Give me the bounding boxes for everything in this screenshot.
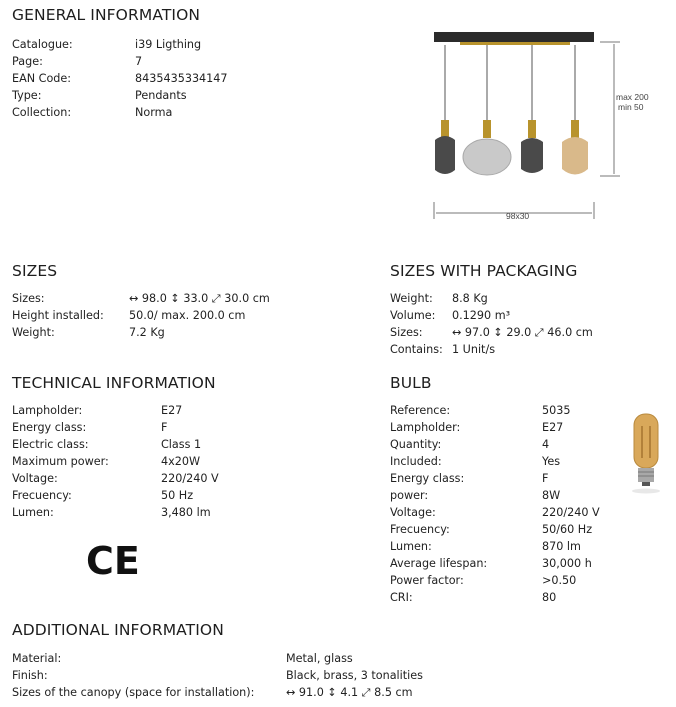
general-row	[12, 36, 312, 53]
bulb-contact	[642, 482, 650, 486]
packaging-row	[390, 307, 670, 324]
bulb-label: Included:	[390, 455, 442, 468]
additional-value: Black, brass, 3 tonalities	[286, 669, 423, 682]
bulb-glass	[634, 414, 658, 468]
bulb-value: 5035	[542, 404, 571, 417]
sizes-label: Height installed:	[12, 309, 104, 322]
bulb-row	[390, 470, 630, 487]
general-value: 7	[135, 55, 143, 68]
additional-label: Material:	[12, 652, 62, 665]
general-label: Catalogue:	[12, 38, 73, 51]
packaging-label: Weight:	[390, 292, 433, 305]
technical-row	[12, 419, 312, 436]
technical-value: 50 Hz	[161, 489, 194, 502]
general-row	[12, 53, 312, 70]
packaging-label: Sizes:	[390, 326, 423, 339]
lamp-holder	[441, 120, 449, 138]
bulb-label: Lumen:	[390, 540, 432, 553]
technical-row	[12, 453, 312, 470]
height-max-label: max 200	[616, 92, 649, 102]
bulb-label: Lampholder:	[390, 421, 461, 434]
technical-label: Frecuency:	[12, 489, 72, 502]
technical-row	[12, 470, 312, 487]
amber-glass-shade	[562, 137, 588, 175]
bulb-value: >0.50	[542, 574, 577, 587]
bulb-value: F	[542, 472, 549, 485]
bulb-row	[390, 555, 630, 572]
general-value: Pendants	[135, 89, 187, 102]
technical-label: Lampholder:	[12, 404, 83, 417]
width-label: 98x30	[506, 211, 530, 221]
additional-value: ↔ 91.0 ↕ 4.1 ⤢ 8.5 cm	[286, 686, 413, 699]
smoke-glass-shade	[435, 136, 455, 174]
additional-row	[12, 684, 612, 701]
technical-value: E27	[161, 404, 183, 417]
general-label: Collection:	[12, 106, 72, 119]
technical-table	[12, 402, 312, 521]
height-min-label: min 50	[618, 102, 644, 112]
smoke-glass-shade	[521, 138, 543, 173]
technical-value: Class 1	[161, 438, 202, 451]
bulb-row	[390, 538, 630, 555]
bulb-row	[390, 572, 630, 589]
bulb-label: Power factor:	[390, 574, 464, 587]
bulb-heading: BULB	[390, 374, 432, 392]
bulb-value: E27	[542, 421, 564, 434]
general-value: Norma	[135, 106, 173, 119]
bulb-value: 8W	[542, 489, 561, 502]
bulb-value: 220/240 V	[542, 506, 600, 519]
technical-label: Maximum power:	[12, 455, 109, 468]
technical-row	[12, 504, 312, 521]
bulb-row	[390, 589, 630, 606]
ce-mark-icon	[86, 539, 140, 583]
technical-value: 4x20W	[161, 455, 201, 468]
bulb-value: 4	[542, 438, 550, 451]
packaging-label: Volume:	[390, 309, 436, 322]
bulb-image	[626, 412, 666, 494]
bulb-value: 30,000 h	[542, 557, 592, 570]
sizes-table	[12, 290, 352, 341]
sizes-row	[12, 290, 352, 307]
technical-row	[12, 402, 312, 419]
technical-label: Energy class:	[12, 421, 87, 434]
bulb-value: 80	[542, 591, 557, 604]
bulb-row	[390, 521, 630, 538]
technical-label: Electric class:	[12, 438, 89, 451]
bulb-row	[390, 402, 630, 419]
additional-heading: ADDITIONAL INFORMATION	[12, 621, 224, 639]
bulb-label: Frecuency:	[390, 523, 450, 536]
general-label: Page:	[12, 55, 43, 68]
packaging-table	[390, 290, 670, 358]
pendant-lamp-illustration	[420, 24, 649, 224]
bulb-label: power:	[390, 489, 429, 502]
bulb-base	[638, 468, 654, 482]
bulb-row	[390, 453, 630, 470]
sizes-value: 50.0/ max. 200.0 cm	[129, 309, 246, 322]
packaging-row	[390, 324, 670, 341]
bulb-label: Energy class:	[390, 472, 465, 485]
additional-value: Metal, glass	[286, 652, 353, 665]
lamp-holder	[571, 120, 579, 138]
lamp-holder	[483, 120, 491, 138]
packaging-label: Contains:	[390, 343, 443, 356]
bulb-label: CRI:	[390, 591, 413, 604]
technical-value: 3,480 lm	[161, 506, 211, 519]
general-heading: GENERAL INFORMATION	[12, 6, 201, 24]
lamp-holder	[528, 120, 536, 138]
bulb-label: Reference:	[390, 404, 451, 417]
general-label: EAN Code:	[12, 72, 72, 85]
technical-heading: TECHNICAL INFORMATION	[12, 374, 216, 392]
technical-label: Voltage:	[12, 472, 58, 485]
sizes-row	[12, 324, 352, 341]
bulb-row	[390, 419, 630, 436]
packaging-value: 1 Unit/s	[452, 343, 496, 356]
clear-glass-shade	[463, 139, 511, 175]
technical-value: F	[161, 421, 168, 434]
general-value: i39 Ligthing	[135, 38, 202, 51]
general-table	[12, 36, 312, 121]
sizes-row	[12, 307, 352, 324]
general-row	[12, 87, 312, 104]
technical-value: 220/240 V	[161, 472, 219, 485]
technical-row	[12, 487, 312, 504]
svg-text:CE: CE	[86, 539, 140, 583]
packaging-value: ↔ 97.0 ↕ 29.0 ⤢ 46.0 cm	[452, 326, 593, 339]
packaging-row	[390, 341, 670, 358]
bulb-row	[390, 436, 630, 453]
bulb-label: Voltage:	[390, 506, 436, 519]
sizes-value: 7.2 Kg	[129, 326, 165, 339]
general-label: Type:	[12, 89, 42, 102]
packaging-row	[390, 290, 670, 307]
additional-row	[12, 650, 612, 667]
sizes-label: Weight:	[12, 326, 55, 339]
general-value: 8435435334147	[135, 72, 228, 85]
bulb-label: Quantity:	[390, 438, 442, 451]
packaging-value: 0.1290 m³	[452, 309, 511, 322]
bulb-table	[390, 402, 630, 606]
bulb-shadow	[632, 489, 660, 494]
canopy-bar	[434, 32, 594, 42]
canopy-trim	[460, 42, 570, 45]
general-row	[12, 70, 312, 87]
bulb-row	[390, 487, 630, 504]
bulb-value: 870 lm	[542, 540, 581, 553]
bulb-value: Yes	[542, 455, 561, 468]
sizes-label: Sizes:	[12, 292, 45, 305]
packaging-heading: SIZES WITH PACKAGING	[390, 262, 578, 280]
bulb-label: Average lifespan:	[390, 557, 488, 570]
technical-row	[12, 436, 312, 453]
additional-row	[12, 667, 612, 684]
packaging-value: 8.8 Kg	[452, 292, 488, 305]
general-row	[12, 104, 312, 121]
additional-label: Finish:	[12, 669, 48, 682]
sizes-heading: SIZES	[12, 262, 58, 280]
additional-table	[12, 650, 612, 701]
additional-label: Sizes of the canopy (space for installation):	[12, 686, 255, 699]
bulb-row	[390, 504, 630, 521]
sizes-value: ↔ 98.0 ↕ 33.0 ⤢ 30.0 cm	[129, 292, 270, 305]
bulb-value: 50/60 Hz	[542, 523, 593, 536]
technical-label: Lumen:	[12, 506, 54, 519]
